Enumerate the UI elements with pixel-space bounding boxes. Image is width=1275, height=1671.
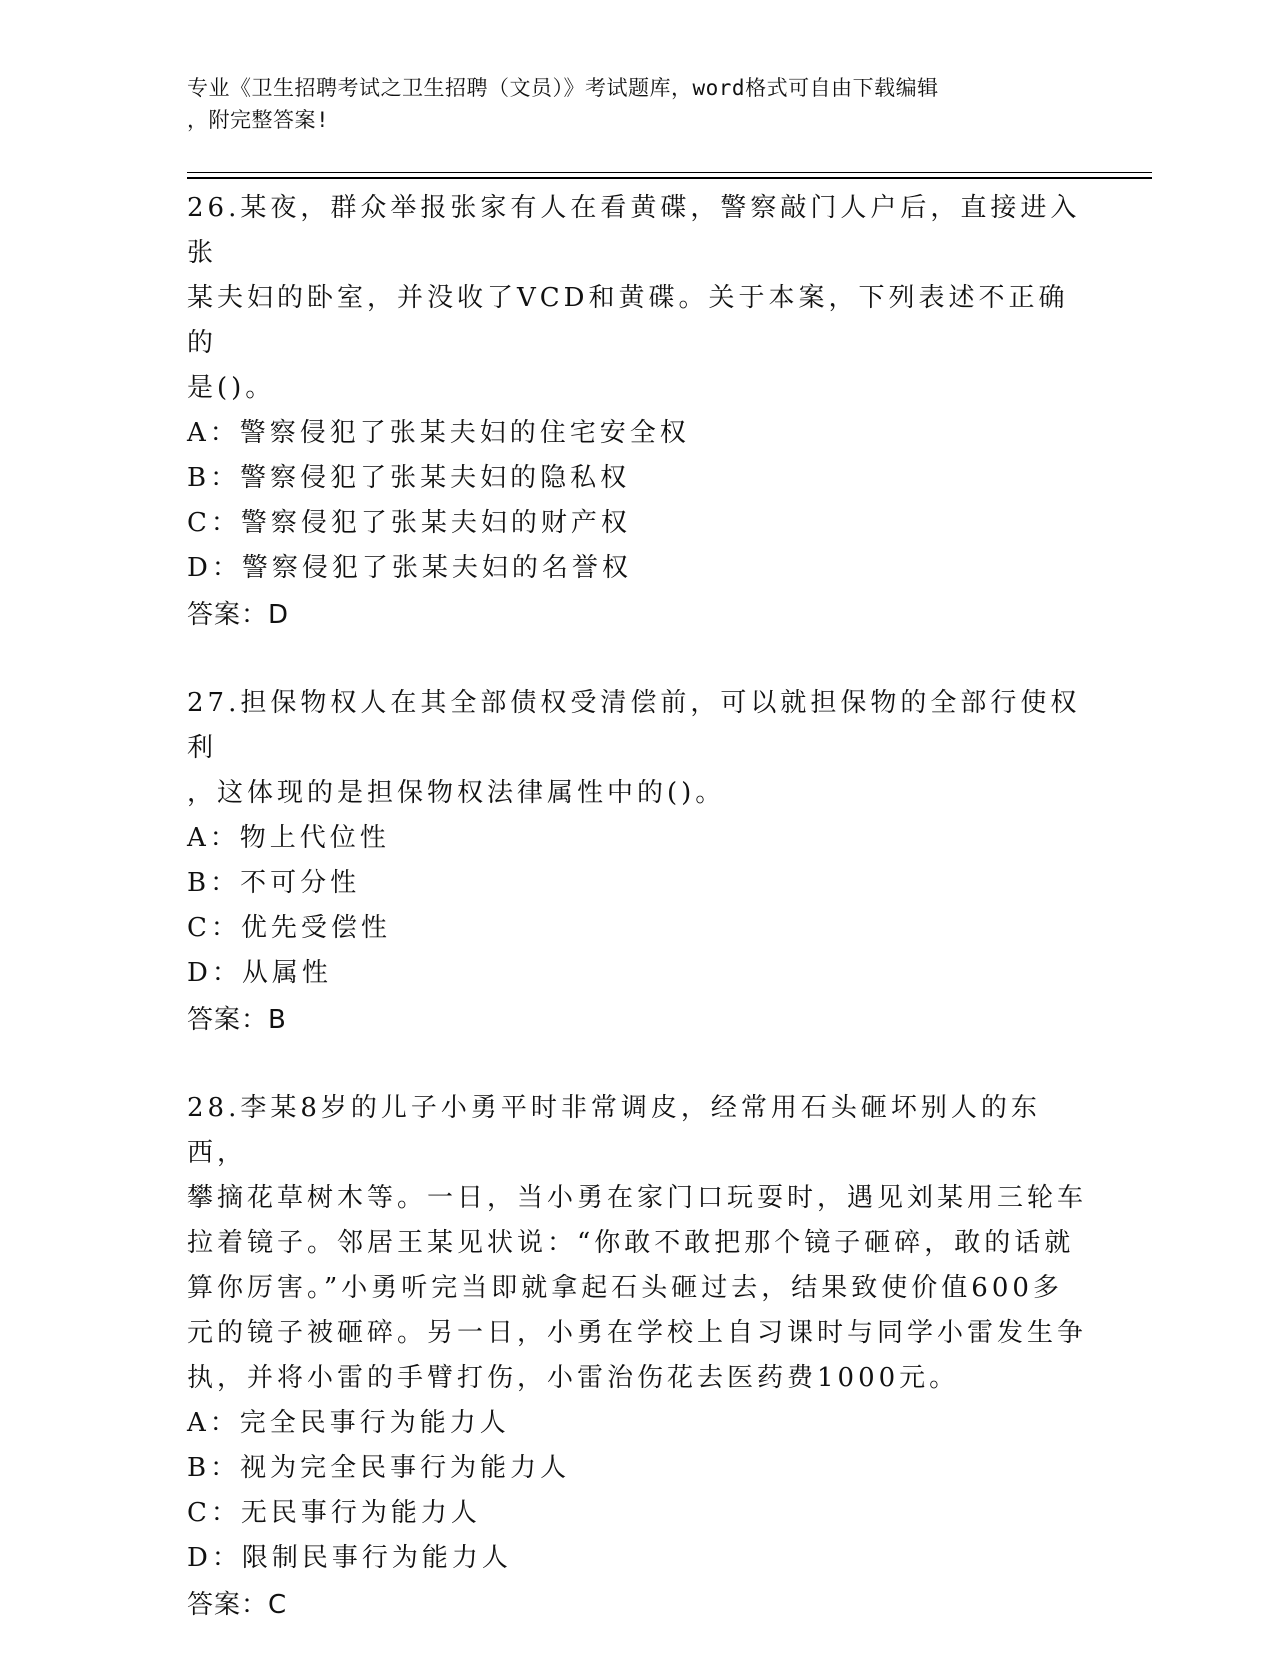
- question-text-line: 算你厉害。”小勇听完当即就拿起石头砸过去，结果致使价值600多: [187, 1273, 1063, 1303]
- question-text-line: 攀摘花草树木等。一日，当小勇在家门口玩耍时，遇见刘某用三轮车: [187, 1183, 1088, 1213]
- question-text-line: 拉着镜子。邻居王某见状说：“你敢不敢把那个镜子砸碎，敢的话就: [187, 1228, 1075, 1258]
- option-d: D：限制民事行为能力人: [187, 1543, 512, 1573]
- option-a: A：完全民事行为能力人: [187, 1408, 510, 1438]
- answer-line: 答案：D: [187, 600, 290, 630]
- option-a: A：警察侵犯了张某夫妇的住宅安全权: [187, 418, 690, 448]
- header-divider-thick: [187, 177, 1152, 179]
- question-text-line: ，这体现的是担保物权法律属性中的()。: [187, 778, 726, 808]
- question-text-line: 执，并将小雷的手臂打伤，小雷治伤花去医药费1000元。: [187, 1363, 960, 1393]
- option-b: B：警察侵犯了张某夫妇的隐私权: [187, 463, 631, 493]
- question-28: [187, 1086, 1087, 1629]
- question-text-line: 元的镜子被砸碎。另一日，小勇在学校上自习课时与同学小雷发生争: [187, 1318, 1088, 1348]
- option-d: D：警察侵犯了张某夫妇的名誉权: [187, 553, 632, 583]
- question-text-line: 27.担保物权人在其全部债权受清偿前，可以就担保物的全部行使权利: [187, 688, 1081, 763]
- answer-line: 答案：B: [187, 1005, 287, 1035]
- question-list: [187, 186, 1087, 1671]
- option-b: B：视为完全民事行为能力人: [187, 1453, 571, 1483]
- option-c: C：优先受偿性: [187, 913, 391, 943]
- question-27: [187, 681, 1087, 1044]
- question-text-line: 28.李某8岁的儿子小勇平时非常调皮，经常用石头砸坏别人的东西，: [187, 1093, 1041, 1168]
- header-line-1: 专业《卫生招聘考试之卫生招聘（文员）》考试题库，word格式可自由下载编辑: [187, 76, 939, 100]
- document-header: [187, 72, 1087, 136]
- question-26: [187, 186, 1087, 639]
- option-a: A：物上代位性: [187, 823, 390, 853]
- option-b: B：不可分性: [187, 868, 361, 898]
- question-text-line: 是()。: [187, 373, 276, 403]
- header-line-2: ，附完整答案!: [187, 108, 330, 132]
- option-c: C：无民事行为能力人: [187, 1498, 481, 1528]
- answer-line: 答案：C: [187, 1590, 288, 1620]
- header-divider-thin: [187, 172, 1152, 173]
- question-text-line: 26.某夜，群众举报张家有人在看黄碟，警察敲门人户后，直接进入张: [187, 193, 1081, 268]
- option-d: D：从属性: [187, 958, 332, 988]
- option-c: C：警察侵犯了张某夫妇的财产权: [187, 508, 631, 538]
- question-text-line: 某夫妇的卧室，并没收了VCD和黄碟。关于本案，下列表述不正确的: [187, 283, 1069, 358]
